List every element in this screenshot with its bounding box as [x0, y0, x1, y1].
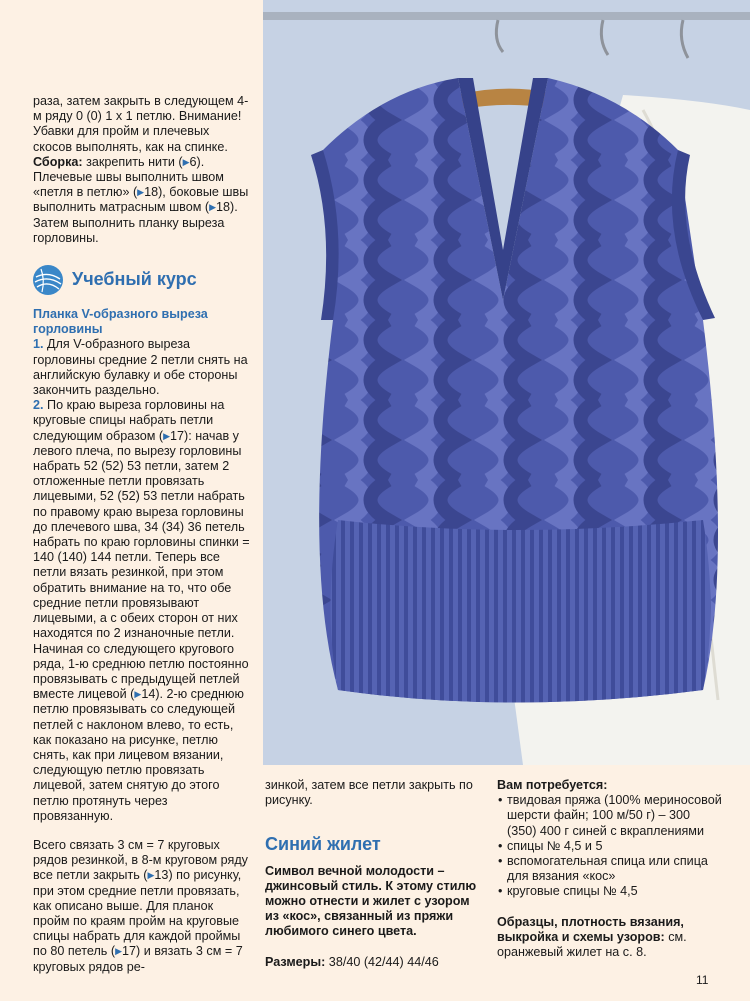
sub-heading: Планка V-образного выреза горловины	[33, 307, 208, 337]
triangle-icon: ▶	[134, 689, 142, 700]
vest-photo	[263, 0, 750, 765]
intro-paragraph: раза, затем закрыть в следующем 4-м ряду 0 (0) 1 x 1 петлю. Внимание! Убавки для пройм и плечевых скосов выполнять, как на спинке. Сборка: закрепить нити (▶6). Плечевые швы выполнить швом «петля в петлю» (▶18), боковые швы выполнить матрасным швом (▶18). Затем выполнить планку выреза горловины.	[33, 94, 249, 245]
continuation-text: зинкой, затем все петли закрыть по рисунку.	[265, 778, 473, 808]
triangle-icon: ▶	[115, 946, 122, 957]
list-item: • спицы № 4,5 и 5	[507, 839, 722, 854]
list-item: • круговые спицы № 4,5	[507, 884, 722, 899]
step-2: 2. По краю выреза горловины на круговые спицы набрать петли следующим образом (▶17): начав у левого плеча, по вырезу горловины набрать 52 (52) 53 петли, затем 2 отложенные петли провязать лицевыми, 52 (52) 53 петли набрать по правому краю выреза горловины до плечевого шва, 34 (34) 36 петель набрать по краю горловины спинки = 140 (140) 144 петли. Теперь все петли вязать резинкой, при этом обратить внимание на то, что обе средние петли провязывают лицевыми, а с обеих сторон от них находятся по 2 изнаночные петли. Начиная со следующего кругового ряда, 1-ю среднюю петлю постоянно провязывать с предыдущей петлей вместе лицевой (▶14). 2-ю среднюю петлю провязывать со следующей петлей с наклоном влево, то есть, как показано на рисунке, петлю снять, как при лицевом вязании, следующую петлю провязать лицевой, затем снятую до этого петлю протянуть через провязанную.	[33, 398, 250, 823]
list-item: • твидовая пряжа (100% мериносовой шерсти файн; 100 м/50 г) – 300 (350) 400 г синей с вкраплениями	[507, 793, 722, 839]
sizes-line: Размеры: 38/40 (42/44) 44/46	[265, 954, 439, 969]
triangle-icon: ▶	[163, 430, 171, 441]
assembly-label: Сборка:	[33, 154, 83, 169]
paragraph-3: Всего связать 3 см = 7 круговых рядов резинкой, в 8-м круговом ряду все петли закрыть (▶13) по рисунку, при этом средние петли провязать, как описано выше. Для планок пройм по краям пройм на круговые спицы набрать для каждой проймы по 80 петель (▶17) и вязать 3 см = 7 круговых рядов ре-	[33, 837, 248, 974]
hanger-rail	[263, 12, 750, 20]
article-title: Синий жилет	[265, 834, 381, 855]
middle-column	[265, 778, 487, 970]
left-column	[33, 94, 250, 975]
triangle-icon: ▶	[182, 156, 190, 167]
list-item: • вспомогательная спица или спица для вязания «кос»	[507, 854, 722, 884]
yarn-ball-icon	[33, 265, 63, 295]
lead-paragraph: Символ вечной молодости – джинсовый стиль. К этому стилю можно отнести и жилет с узором из «кос», связанный из пряжи любимого синего цвета.	[265, 863, 477, 939]
step-1: 1. Для V-образного выреза горловины средние 2 петли снять на английскую булавку и обе стороны закончить раздельно.	[33, 337, 248, 398]
course-title: Учебный курс	[72, 269, 197, 290]
samples-paragraph: Образцы, плотность вязания, выкройка и схемы узоров: см. оранжевый жилет на с. 8.	[497, 914, 687, 960]
materials-label: Вам потребуется:	[497, 778, 608, 792]
materials-list	[497, 793, 722, 899]
right-column	[497, 778, 722, 960]
triangle-icon: ▶	[147, 870, 155, 881]
course-heading	[33, 265, 250, 295]
page-number: 11	[696, 973, 709, 987]
triangle-icon: ▶	[209, 202, 217, 213]
triangle-icon: ▶	[137, 187, 145, 198]
